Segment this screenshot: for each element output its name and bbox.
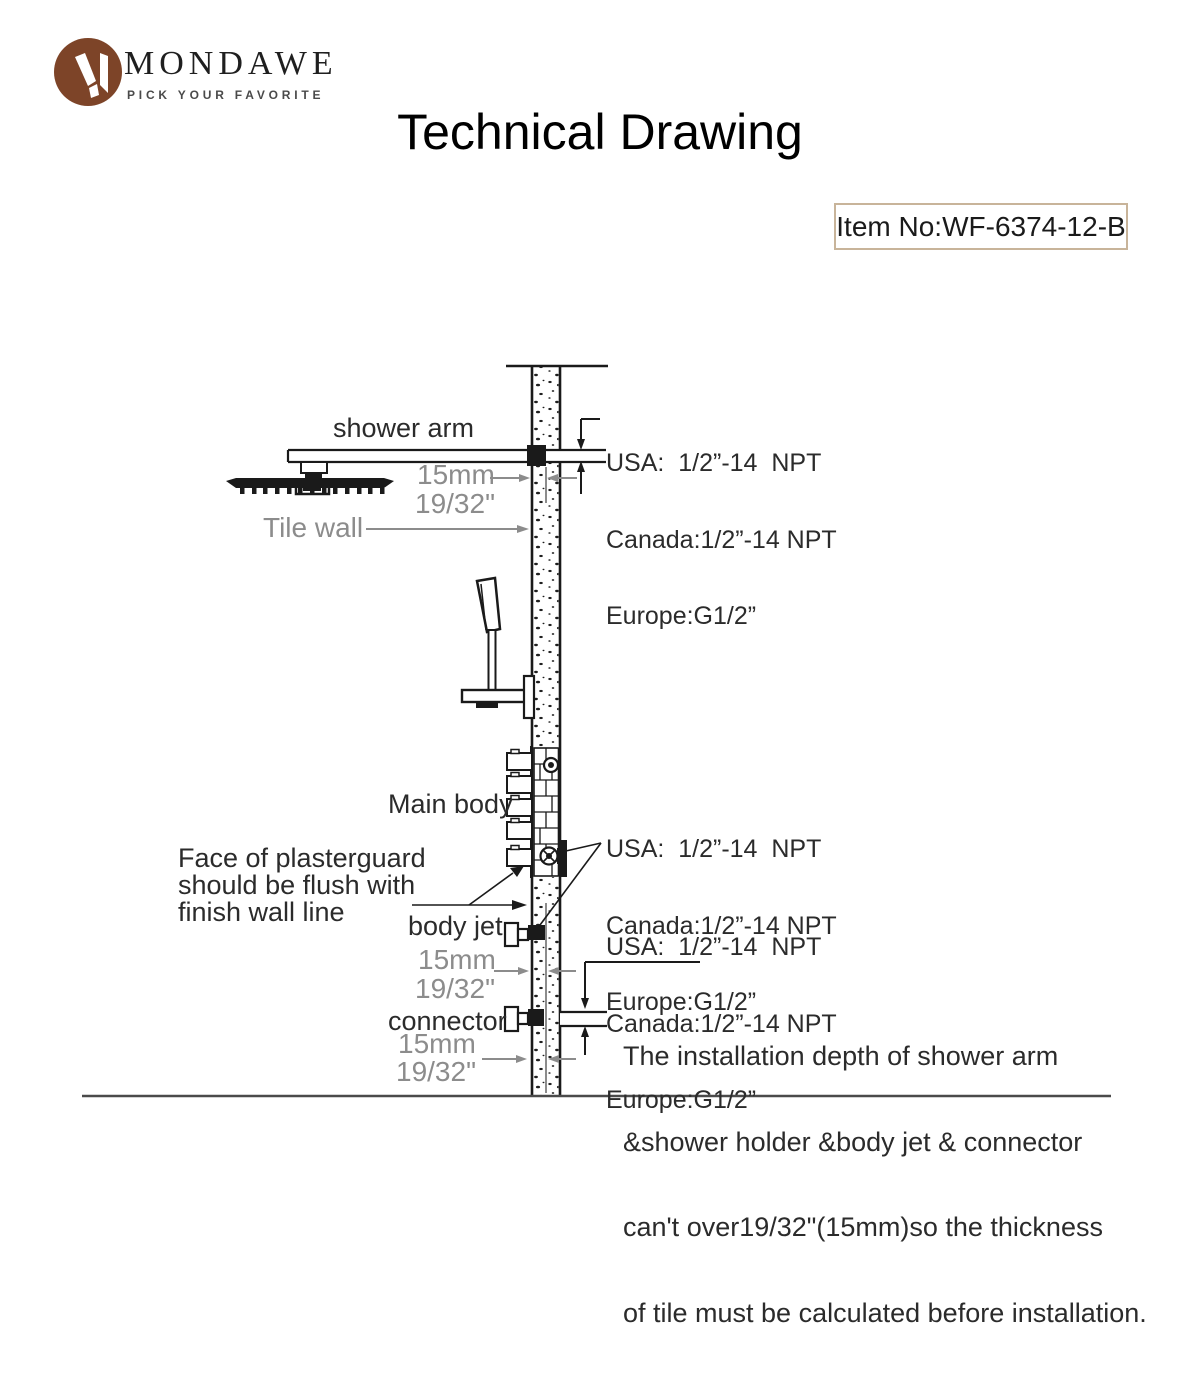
thread-spec-shower-arm [606, 400, 837, 681]
label-depth-inch-connector: 19/32" [396, 1056, 477, 1087]
label-depth-mm-connector: 15mm [398, 1028, 476, 1059]
label-depth-mm-bodyjet: 15mm [418, 944, 496, 975]
spec-europe: Europe:G1/2” [606, 1086, 757, 1114]
label-depth-inch-arm: 19/32" [415, 488, 496, 519]
installation-note [623, 985, 1147, 1384]
label-shower-arm: shower arm [333, 413, 475, 443]
spec-canada: Canada:1/2”-14 NPT [606, 1009, 837, 1038]
spec-europe: Europe:G1/2” [606, 988, 757, 1016]
label-connector: connector [388, 1006, 507, 1036]
spec-usa: USA: 1/2”-14 NPT [606, 933, 822, 961]
brand-tagline: PICK YOUR FAVORITE [127, 88, 325, 102]
label-main-body: Main body [388, 789, 513, 819]
spec-usa: USA: 1/2”-14 NPT [606, 449, 822, 477]
page-title: Technical Drawing [397, 104, 803, 160]
spec-usa: USA: 1/2”-14 NPT [606, 835, 822, 863]
main-body-valve [507, 746, 567, 878]
label-tile-wall: Tile wall [263, 512, 364, 543]
brand-name: MONDAWE [124, 45, 338, 82]
spec-canada: Canada:1/2”-14 NPT [606, 525, 837, 554]
installation-note-line3: can't over19/32"(15mm)so the thickness [623, 1212, 1103, 1242]
label-plasterguard-line3: finish wall line [178, 897, 345, 927]
item-number: Item No:WF-6374-12-B [836, 210, 1126, 242]
installation-note-line4: of tile must be calculated before installation. [623, 1297, 1147, 1328]
label-depth-inch-bodyjet: 19/32" [415, 973, 496, 1004]
label-plasterguard-line1: Face of plasterguard [178, 843, 426, 873]
hand-shower-holder [462, 578, 534, 718]
installation-note-line2: &shower holder &body jet & connector [623, 1126, 1083, 1157]
label-body-jet: body jet [408, 911, 503, 941]
spec-europe: Europe:G1/2” [606, 602, 757, 630]
installation-note-line1: The installation depth of shower arm [623, 1041, 1059, 1071]
shower-head [226, 462, 394, 494]
label-plasterguard-line2: should be flush with [178, 870, 416, 900]
label-depth-mm-arm: 15mm [417, 459, 495, 490]
spec-canada: Canada:1/2”-14 NPT [606, 911, 837, 940]
